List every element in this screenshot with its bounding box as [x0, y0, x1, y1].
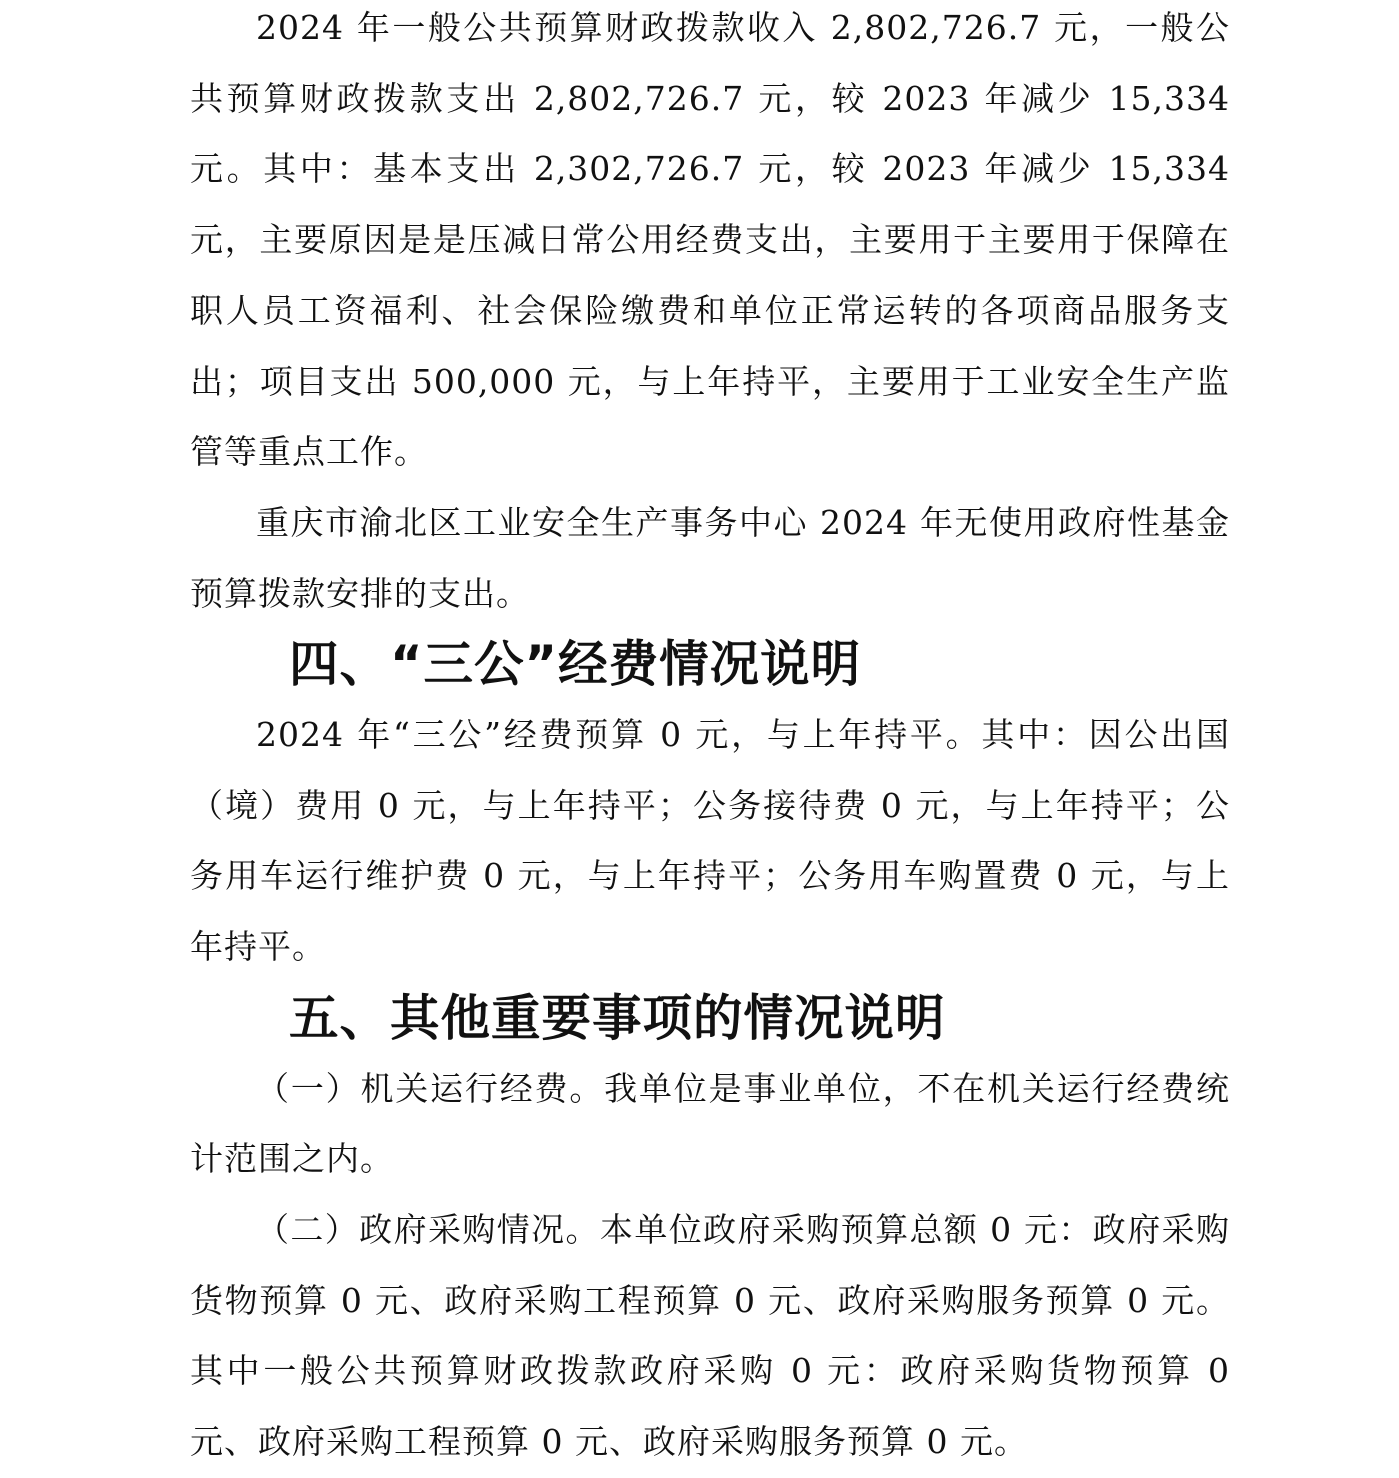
paragraph-budget-expenditure: 2024 年一般公共预算财政拨款收入 2,802,726.7 元，一般公共预算财政拨款支出 2,802,726.7 元，较 2023 年减少 15,334 元。其中：基本支出 2,302,726.7 元，较 2023 年减少 15,334 元，主要原因是是压减日常公用经费支出，主要用于主要用于保障在职人员工资福利、社会保险缴费和单位正常运转的各项商品服务支出；项目支出 500,000 元，与上年持平，主要用于工业安全生产监管等重点工作。 — [190, 8, 1230, 472]
document-page — [190, 0, 1230, 1478]
paragraph-three-public-expenses: 2024 年“三公”经费预算 0 元，与上年持平。其中：因公出国（境）费用 0 元，与上年持平；公务接待费 0 元，与上年持平；公务用车运行维护费 0 元，与上年持平；公务用车购置费 0 元，与上年持平。 — [190, 715, 1230, 967]
section-heading-other-matters: 五、其他重要事项的情况说明 — [289, 988, 946, 1047]
paragraph-operating-expenses: （一）机关运行经费。我单位是事业单位，不在机关运行经费统计范围之内。 — [190, 1068, 1230, 1179]
paragraph-government-procurement: （二）政府采购情况。本单位政府采购预算总额 0 元：政府采购货物预算 0 元、政府采购工程预算 0 元、政府采购服务预算 0 元。其中一般公共预算财政拨款政府采购 0 元：政府采购货物预算 0 元、政府采购工程预算 0 元、政府采购服务预算 0 元。 — [190, 1209, 1230, 1462]
paragraph-government-fund: 重庆市渝北区工业安全生产事务中心 2024 年无使用政府性基金预算拨款安排的支出。 — [190, 502, 1230, 613]
section-heading-three-public-expenses: 四、“三公”经费情况说明 — [289, 635, 862, 694]
